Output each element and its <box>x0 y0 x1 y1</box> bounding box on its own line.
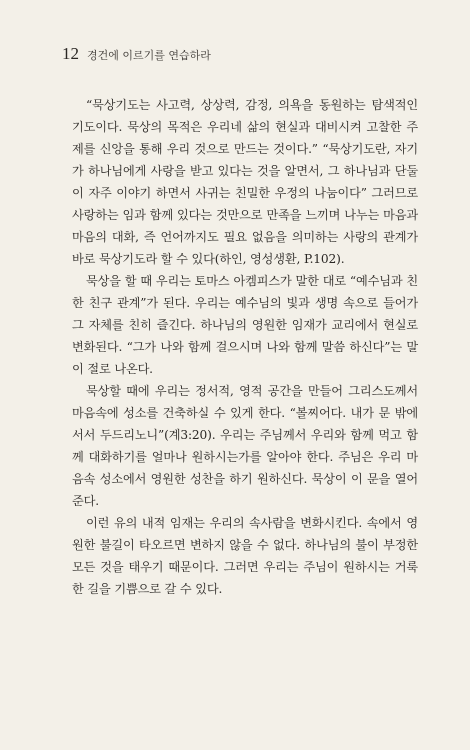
body-text <box>72 94 418 600</box>
paragraph-2: 묵상을 할 때 우리는 토마스 아켐피스가 말한 대로 “예수님과 친한 친구 관계”가 된다. 우리는 예수님의 빛과 생명 속으로 들어가 그 자체를 친히 즐긴다. 하나님의 영원한 임재가 교리에서 현실로 변화된다. “그가 나와 함께 걸으시며 나와 함께 말씀 하신다”는 말이 절로 나온다. <box>72 274 418 376</box>
page-header <box>62 44 211 64</box>
paragraph-1: “묵상기도는 사고력, 상상력, 감정, 의욕을 동원하는 탐색적인 기도이다. 묵상의 목적은 우리네 삶의 현실과 대비시켜 고찰한 주제를 신앙을 통해 우리 것으로 만드는 것이다.” “묵상기도란, 자기가 하나님에게 사랑을 받고 있다는 것을 알면서, 그 하나님과 단둘이 자주 이야기 하면서 사귀는 친밀한 우정의 나눔이다” 그러므로 사랑하는 임과 함께 있다는 것만으로 만족을 느끼며 나누는 마음과 마음의 대화, 즉 언어까지도 필요 없음을 의미하는 사랑의 관계가 바로 묵상기도라 할 수 있다(하인, 영성생환, P.102). <box>72 98 418 266</box>
paragraph-3: 묵상할 때에 우리는 정서적, 영적 공간을 만들어 그리스도께서 마음속에 성소를 건축하실 수 있게 한다. “볼찌어다. 내가 문 밖에 서서 두드리노니”(계3:20). 우리는 주님께서 우리와 함께 먹고 함께 대화하기를 얼마나 원하시는가를 알아야 한다. 주님은 우리 마음속 성소에서 영원한 성찬을 하기 원하신다. 묵상이 이 문을 열어 준다. <box>72 384 418 508</box>
running-title: 경건에 이르기를 연습하라 <box>87 49 211 62</box>
page-number: 12 <box>62 44 79 63</box>
paragraph-4: 이런 유의 내적 임재는 우리의 속사람을 변화시킨다. 속에서 영원한 불길이 타오르면 변하지 않을 수 없다. 하나님의 불이 부정한 모든 것을 태우기 때문이다. 그러면 우리는 주님이 원하시는 거룩한 길을 기쁨으로 갈 수 있다. <box>72 516 418 596</box>
